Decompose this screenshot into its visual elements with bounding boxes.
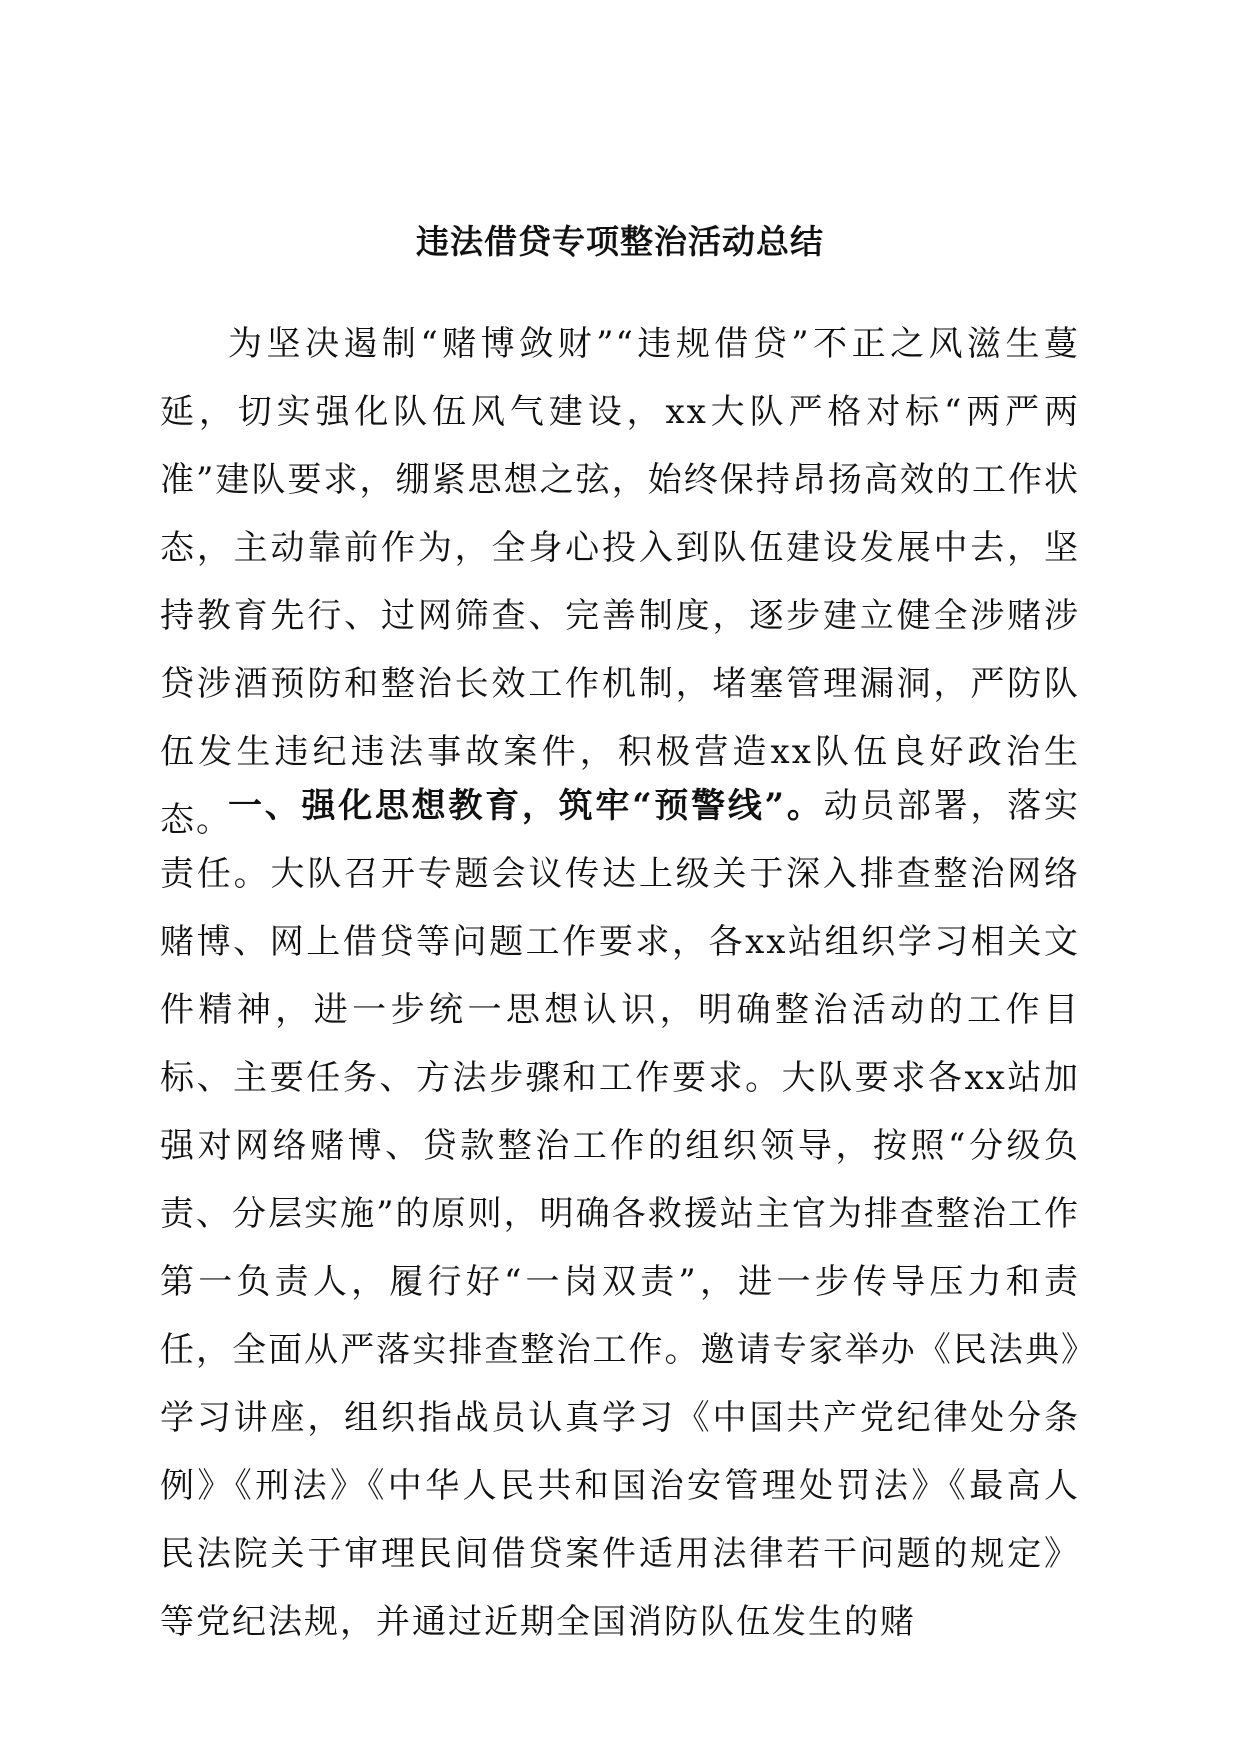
document-title: 违法借贷专项整治活动总结 xyxy=(416,222,824,261)
section-one-heading: 一、强化思想教育，筑牢“预警线”。 xyxy=(228,786,824,826)
section-one-body: 动员部署，落实责任。大队召开专题会议传达上级关于深入排查整治网络赌博、网上借贷等问题工作要求，各xx站组织学习相关文件精神，进一步统一思想认识，明确整治活动的工作目标、主要任务、方法步骤和工作要求。大队要求各xx站加强对网络赌博、贷款整治工作的组织领导，按照“分级负责、分层实施”的原则，明确各救援站主官为排查整治工作第一负责人，履行好“一岗双责”，进一步传导压力和责任，全面从严落实排查整治工作。邀请专家举办《民法典》学习讲座，组织指战员认真学习《中国共产党纪律处分条例》《刑法》《中华人民共和国治安管理处罚法》《最高人民法院关于审理民间借贷案件适用法律若干问题的规定》等党纪法规，并通过近期全国消防队伍发生的赌 xyxy=(160,786,1080,1642)
section-one-paragraph xyxy=(160,772,1080,1656)
intro-paragraph: 为坚决遏制“赌博敛财”“违规借贷”不正之风滋生蔓延，切实强化队伍风气建设，xx大队严格对标“两严两准”建队要求，绷紧思想之弦，始终保持昂扬高效的工作状态，主动靠前作为，全身心投入到队伍建设发展中去，坚持教育先行、过网筛查、完善制度，逐步建立健全涉赌涉贷涉酒预防和整治长效工作机制，堵塞管理漏洞，严防队伍发生违纪违法事故案件，积极营造xx队伍良好政治生态。 xyxy=(160,324,1080,840)
